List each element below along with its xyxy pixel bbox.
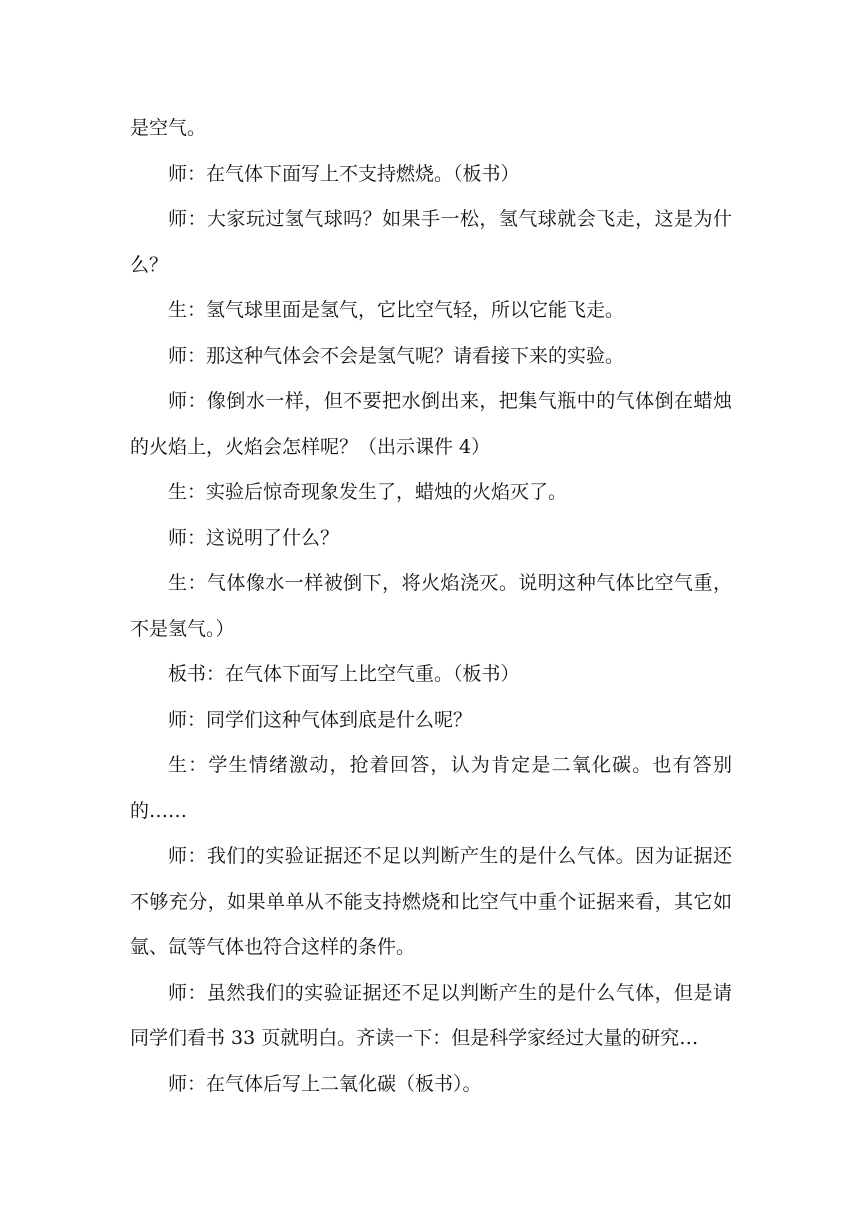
paragraph: 师：在气体下面写上不支持燃烧。（板书） — [168, 162, 520, 185]
paragraph-continuation: 是空气。 — [130, 117, 207, 139]
paragraph: 师：像倒水一样，但不要把水倒出来，把集气瓶中的气体倒在蜡烛的火焰上，火焰会怎样呢？（出示课件 4） — [130, 390, 732, 458]
paragraph: 生：气体像水一样被倒下，将火焰浇灭。说明这种气体比空气重，不是氢气。） — [130, 572, 732, 640]
paragraph: 师：那这种气体会不会是氢气呢？请看接下来的实验。 — [168, 344, 625, 367]
paragraph: 生：实验后惊奇现象发生了，蜡烛的火焰灭了。 — [168, 481, 568, 503]
paragraph: 师：同学们这种气体到底是什么呢？ — [168, 708, 473, 731]
paragraph: 师：虽然我们的实验证据还不足以判断产生的是什么气体，但是请同学们看书 33 页就明白。齐读一下：但是科学家经过大量的研究… — [130, 981, 732, 1049]
paragraph: 生：学生情绪激动，抢着回答，认为肯定是二氧化碳。也有答别的…… — [130, 754, 732, 822]
paragraph: 师：在气体后写上二氧化碳（板书）。 — [168, 1072, 482, 1095]
paragraph: 板书：在气体下面写上比空气重。（板书） — [168, 663, 520, 685]
paragraph: 师：我们的实验证据还不足以判断产生的是什么气体。因为证据还不够充分，如果单单从不能支持燃烧和比空气中重个证据来看，其它如氩、氙等气体也符合这样的条件。 — [130, 845, 732, 958]
paragraph: 生：氢气球里面是氢气，它比空气轻，所以它能飞走。 — [168, 299, 625, 321]
document-page — [130, 106, 732, 1107]
paragraph: 师：这说明了什么？ — [168, 526, 340, 549]
paragraph: 师：大家玩过氢气球吗？如果手一松，氢气球就会飞走，这是为什么？ — [130, 208, 732, 276]
